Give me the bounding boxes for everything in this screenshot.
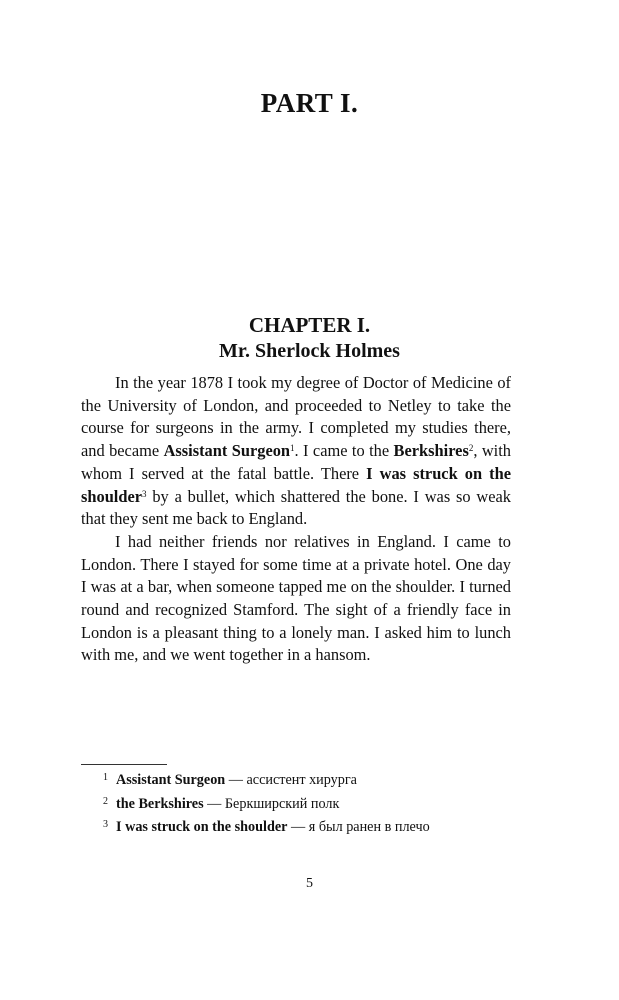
footnote-divider <box>81 764 167 765</box>
page-number: 5 <box>306 876 313 891</box>
footnote-translation: ассистент хирурга <box>246 772 357 788</box>
footnote-1 <box>81 770 511 792</box>
footnote-translation: я был ранен в плечо <box>308 819 430 835</box>
footnote-number: 1 <box>103 772 108 783</box>
footnote-number: 3 <box>103 819 108 830</box>
glossary-term: Assistant Surgeon <box>163 441 291 461</box>
footnotes <box>81 770 511 841</box>
paragraph-text: by a bullet, which shattered the bone. I was so weak that they sent me back to England. <box>81 486 511 529</box>
footnote-ref: 2 <box>468 443 474 454</box>
glossary-term: I was struck on the shoulder <box>81 463 511 506</box>
footnote-3 <box>81 817 511 839</box>
footnote-ref: 3 <box>142 488 147 499</box>
footnote-translation: Беркширский полк <box>224 795 340 812</box>
paragraph-1 <box>81 372 511 531</box>
paragraph-2: I had neither friends nor relatives in England. I came to London. There I stayed for some time at a private hotel. One day I was at a bar, when someone tapped me on the shoulder. I turned round and recognized Stamford. The sight of a friendly face in London is a pleasant thing to a lonely man. I asked him to lunch with me, and we went together in a hansom. <box>81 531 511 665</box>
footnote-separator: — <box>225 772 247 788</box>
footnote-ref: 1 <box>290 443 295 454</box>
paragraph-text: , with whom I served at the fatal battle. There <box>81 441 511 483</box>
body-text <box>81 372 511 667</box>
footnote-number: 2 <box>103 795 108 807</box>
footnote-term: Assistant Surgeon <box>116 772 226 788</box>
chapter-subtitle: Mr. Sherlock Holmes <box>219 340 400 362</box>
footnote-term: the Berkshires <box>116 795 204 812</box>
footnote-separator: — <box>287 819 309 835</box>
part-title: PART I. <box>260 88 359 118</box>
glossary-term: Berkshires <box>393 441 469 461</box>
footnote-2 <box>81 794 511 816</box>
paragraph-text: . I came to the <box>294 441 394 461</box>
footnote-term: I was struck on the shoulder <box>116 819 288 835</box>
footnote-separator: — <box>203 795 225 812</box>
paragraph-text: In the year 1878 I took my degree of Doctor of Medicine of the University of London, and proceeded to Netley to take the course for surgeons in the army. I completed my studies there, and became <box>81 373 511 461</box>
chapter-title: CHAPTER I. <box>248 313 371 337</box>
